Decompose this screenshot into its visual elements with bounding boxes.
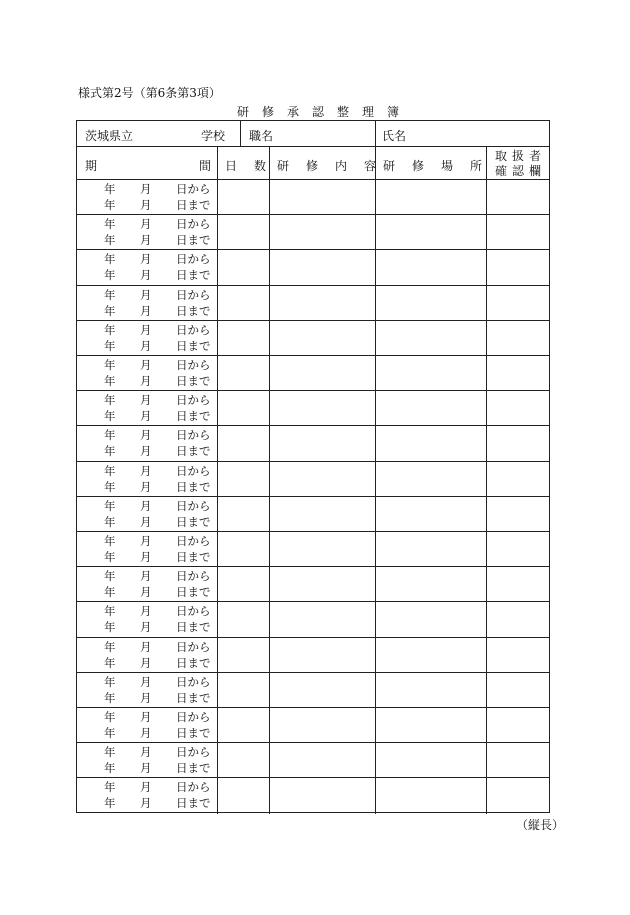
row-divider [77,777,549,778]
name-label: 氏名 [382,129,407,143]
from-day-label: 日から [176,639,211,654]
year-label: 年 [104,620,116,635]
confirm-header-line1: 取扱者 [495,149,547,163]
month-label: 月 [140,303,152,318]
month-label: 月 [140,428,152,443]
from-day-label: 日から [176,182,211,196]
year-label: 年 [104,374,116,388]
year-label: 年 [104,217,116,232]
year-label: 年 [104,674,116,689]
location-header: 研修場所 [383,159,500,173]
row-divider [77,637,549,638]
to-day-label: 日まで [176,655,211,670]
from-day-label: 日から [176,498,211,513]
month-label: 月 [140,393,152,408]
year-label: 年 [104,655,116,670]
to-day-label: 日まで [176,444,211,459]
from-day-label: 日から [176,745,211,760]
month-label: 月 [140,569,152,584]
month-label: 月 [140,745,152,760]
month-label: 月 [140,585,152,600]
row-divider [77,742,549,743]
row-divider [77,249,549,250]
month-label: 月 [140,287,152,302]
month-label: 月 [140,217,152,232]
year-label: 年 [104,514,116,529]
month-label: 月 [140,479,152,494]
from-day-label: 日から [176,710,211,724]
month-label: 月 [140,620,152,635]
row-divider [77,214,549,215]
from-day-label: 日から [176,674,211,689]
school-suffix-label: 学校 [201,129,226,143]
month-label: 月 [140,780,152,795]
month-label: 月 [140,796,152,811]
year-label: 年 [104,463,116,478]
month-label: 月 [140,444,152,459]
days-header: 日数 [225,159,284,173]
month-label: 月 [140,514,152,529]
month-label: 月 [140,710,152,724]
row-divider [77,496,549,497]
from-day-label: 日から [176,252,211,267]
to-day-label: 日まで [176,761,211,776]
year-label: 年 [104,796,116,811]
month-label: 月 [140,550,152,564]
year-label: 年 [104,498,116,513]
year-label: 年 [104,198,116,212]
from-day-label: 日から [176,534,211,548]
year-label: 年 [104,550,116,564]
year-label: 年 [104,780,116,795]
column-divider [217,146,218,814]
row-divider [77,531,549,532]
content-header: 研修内容 [277,159,394,173]
month-label: 月 [140,726,152,740]
column-divider [240,121,241,146]
from-day-label: 日から [176,287,211,302]
column-divider [375,121,376,146]
column-divider [269,146,270,814]
month-label: 月 [140,182,152,196]
year-label: 年 [104,338,116,353]
to-day-label: 日まで [176,479,211,494]
year-label: 年 [104,444,116,459]
month-label: 月 [140,498,152,513]
form-title: 研修承認整理簿 [237,105,413,119]
register-table [76,120,550,813]
from-day-label: 日から [176,780,211,795]
to-day-label: 日まで [176,409,211,424]
year-label: 年 [104,287,116,302]
year-label: 年 [104,252,116,267]
to-day-label: 日まで [176,690,211,705]
year-label: 年 [104,268,116,283]
year-label: 年 [104,303,116,318]
orientation-note: （縦長） [516,818,565,832]
to-day-label: 日まで [176,233,211,248]
to-day-label: 日まで [176,726,211,740]
row-divider [77,566,549,567]
confirm-header-line2: 確認欄 [495,164,547,178]
month-label: 月 [140,374,152,388]
column-divider [375,146,376,814]
row-divider [77,146,549,147]
month-label: 月 [140,233,152,248]
month-label: 月 [140,655,152,670]
month-label: 月 [140,761,152,776]
month-label: 月 [140,463,152,478]
year-label: 年 [104,639,116,654]
school-prefix-label: 茨城県立 [85,129,134,143]
year-label: 年 [104,569,116,584]
row-divider [77,179,549,180]
month-label: 月 [140,198,152,212]
form-number-label: 様式第2号（第6条第3項） [78,86,221,100]
column-divider [486,146,487,814]
year-label: 年 [104,585,116,600]
month-label: 月 [140,252,152,267]
year-label: 年 [104,393,116,408]
month-label: 月 [140,358,152,372]
row-divider [77,285,549,286]
year-label: 年 [104,534,116,548]
confirm-header [495,149,546,179]
year-label: 年 [104,604,116,619]
to-day-label: 日まで [176,198,211,212]
to-day-label: 日まで [176,585,211,600]
month-label: 月 [140,534,152,548]
from-day-label: 日から [176,569,211,584]
to-day-label: 日まで [176,303,211,318]
month-label: 月 [140,690,152,705]
from-day-label: 日から [176,604,211,619]
month-label: 月 [140,409,152,424]
year-label: 年 [104,690,116,705]
year-label: 年 [104,745,116,760]
year-label: 年 [104,726,116,740]
row-divider [77,601,549,602]
from-day-label: 日から [176,358,211,372]
from-day-label: 日から [176,393,211,408]
to-day-label: 日まで [176,550,211,564]
position-label: 職名 [249,129,274,143]
from-day-label: 日から [176,322,211,337]
month-label: 月 [140,674,152,689]
row-divider [77,425,549,426]
month-label: 月 [140,604,152,619]
row-divider [77,461,549,462]
to-day-label: 日まで [176,338,211,353]
year-label: 年 [104,182,116,196]
to-day-label: 日まで [176,796,211,811]
to-day-label: 日まで [176,268,211,283]
year-label: 年 [104,761,116,776]
to-day-label: 日まで [176,620,211,635]
row-divider [77,390,549,391]
period-end-header: 間 [199,159,212,173]
period-start-header: 期 [85,159,98,173]
year-label: 年 [104,322,116,337]
from-day-label: 日から [176,428,211,443]
to-day-label: 日まで [176,514,211,529]
year-label: 年 [104,479,116,494]
row-divider [77,672,549,673]
from-day-label: 日から [176,463,211,478]
year-label: 年 [104,428,116,443]
month-label: 月 [140,639,152,654]
row-divider [77,707,549,708]
to-day-label: 日まで [176,374,211,388]
year-label: 年 [104,233,116,248]
row-divider [77,320,549,321]
year-label: 年 [104,710,116,724]
year-label: 年 [104,358,116,372]
month-label: 月 [140,322,152,337]
month-label: 月 [140,268,152,283]
row-divider [77,355,549,356]
from-day-label: 日から [176,217,211,232]
year-label: 年 [104,409,116,424]
month-label: 月 [140,338,152,353]
